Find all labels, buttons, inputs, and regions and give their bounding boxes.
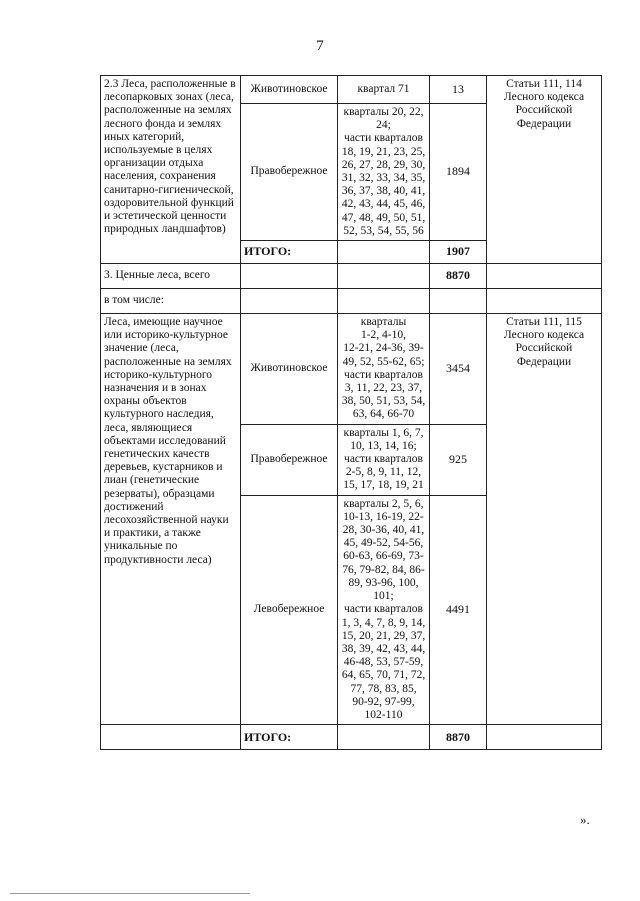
empty-cell bbox=[487, 264, 602, 289]
total-value: 8870 bbox=[430, 725, 487, 750]
page-number: 7 bbox=[316, 38, 324, 54]
empty-cell bbox=[338, 289, 430, 314]
quarters-line: 18, 19, 21, 23, 25, bbox=[341, 145, 426, 158]
quarters-line: 52, 53, 54, 55, 56 bbox=[343, 224, 424, 237]
quarters-line: 89, 93-96, 100, bbox=[348, 576, 419, 589]
closing-quote-mark: ». bbox=[580, 812, 590, 827]
empty-cell bbox=[487, 289, 602, 314]
quarters-line: 46-48, 53, 57-59, bbox=[343, 656, 424, 669]
district-cell: Правобережное bbox=[241, 424, 338, 495]
quarters-line: части кварталов bbox=[344, 603, 423, 616]
quarters-line: 47, 48, 49, 50, 51, bbox=[341, 211, 426, 224]
quarters-cell bbox=[338, 104, 430, 241]
area-cell: 13 bbox=[430, 76, 487, 104]
quarters-line: 28, 30-36, 40, 41, bbox=[342, 524, 425, 537]
table-row bbox=[101, 725, 602, 750]
including-label: в том числе: bbox=[101, 289, 241, 314]
empty-cell bbox=[487, 725, 602, 750]
section-3-label: 3. Ценные леса, всего bbox=[101, 264, 241, 289]
table-row bbox=[101, 314, 602, 425]
quarters-line: 38, 39, 42, 43, 44, bbox=[341, 642, 426, 655]
quarters-line: 26, 27, 28, 29, 30, bbox=[341, 158, 426, 171]
quarters-line: 77, 78, 83, 85, bbox=[350, 682, 417, 695]
table-row bbox=[101, 264, 602, 289]
quarters-line: 15, 20, 21, 29, 37, bbox=[341, 629, 426, 642]
empty-cell bbox=[430, 289, 487, 314]
quarters-line: 90-92, 97-99, bbox=[352, 695, 415, 708]
quarters-line: 10-13, 16-19, 22- bbox=[343, 510, 424, 523]
quarters-line: 2-5, 8, 9, 11, 12, bbox=[345, 466, 422, 479]
quarters-line: 63, 64, 66-70 bbox=[352, 408, 415, 421]
quarters-line: кварталы bbox=[360, 316, 407, 329]
quarters-line: кварталы 2, 5, 6, bbox=[343, 497, 424, 510]
quarters-line: 31, 32, 33, 34, 35, bbox=[341, 172, 426, 185]
quarters-line: 1-2, 4-10, bbox=[360, 329, 407, 342]
quarters-line: 42, 43, 44, 45, 46, bbox=[341, 198, 426, 211]
quarters-line: кварталы 1, 6, 7, bbox=[343, 426, 424, 439]
quarters-line: квартал 71 bbox=[357, 82, 410, 95]
area-cell: 1894 bbox=[430, 104, 487, 241]
quarters-line: 49, 52, 55-62, 65; bbox=[342, 355, 425, 368]
quarters-line: 64, 65, 70, 71, 72, bbox=[341, 669, 426, 682]
footer-divider bbox=[10, 893, 250, 894]
quarters-line: 60-63, 66-69, 73- bbox=[343, 550, 424, 563]
quarters-line: 38, 50, 51, 53, 54, bbox=[341, 395, 426, 408]
district-cell: Правобережное bbox=[241, 104, 338, 241]
quarters-line: части кварталов bbox=[344, 453, 423, 466]
quarters-cell bbox=[338, 424, 430, 495]
quarters-cell bbox=[338, 495, 430, 724]
total-label: ИТОГО: bbox=[241, 725, 338, 750]
quarters-line: 101; bbox=[373, 590, 394, 603]
quarters-cell bbox=[338, 76, 430, 104]
forest-category-table bbox=[100, 75, 602, 750]
empty-cell bbox=[101, 725, 241, 750]
area-cell: 4491 bbox=[430, 495, 487, 724]
quarters-line: 102-110 bbox=[364, 708, 403, 721]
quarters-line: 1, 3, 4, 7, 8, 9, 14, bbox=[341, 616, 426, 629]
law-reference-cell: Статьи 111, 114 Лесного кодекса Российской Федерации bbox=[487, 76, 602, 264]
empty-cell bbox=[241, 264, 338, 289]
law-reference-cell: Статьи 111, 115 Лесного кодекса Российской Федерации bbox=[487, 314, 602, 725]
quarters-line: 15, 17, 18, 19, 21 bbox=[343, 479, 424, 492]
district-cell: Животиновское bbox=[241, 76, 338, 104]
category-cell-scientific: Леса, имеющие научное или историко-культурное значение (леса, расположенные на землях историко-культурного назначения и в зонах охраны объектов культурного наследия, леса, являющиеся объектами исследований генетических качеств деревьев, кустарников и лиан (генетические резерваты), образцами достижений лесохозяйственной науки и практики, а также уникальные по продуктивности леса) bbox=[101, 314, 241, 725]
category-cell-2-3: 2.3 Леса, расположенные в лесопарковых зонах (леса, расположенные на землях лесного фонда и землях иных категорий, используемые в целях организации отдыха населения, сохранения санитарно-гигиенической, оздоровительной функций и эстетической ценности природных ландшафтов) bbox=[101, 76, 241, 264]
section-3-total: 8870 bbox=[430, 264, 487, 289]
table-row bbox=[101, 289, 602, 314]
quarters-cell bbox=[338, 314, 430, 425]
area-cell: 3454 bbox=[430, 314, 487, 425]
quarters-line: 10, 13, 14, 16; bbox=[350, 439, 417, 452]
total-label: ИТОГО: bbox=[241, 241, 338, 264]
empty-cell bbox=[338, 264, 430, 289]
quarters-line: 24; bbox=[376, 119, 391, 132]
area-cell: 925 bbox=[430, 424, 487, 495]
quarters-line: части кварталов bbox=[344, 132, 423, 145]
table-row bbox=[101, 76, 602, 104]
empty-cell bbox=[241, 289, 338, 314]
quarters-line: 76, 79-82, 84, 86- bbox=[342, 563, 425, 576]
quarters-line: кварталы 20, 22, bbox=[343, 106, 424, 118]
total-value: 1907 bbox=[430, 241, 487, 264]
district-cell: Животиновское bbox=[241, 314, 338, 425]
quarters-line: 3, 11, 22, 23, 37, bbox=[344, 382, 423, 395]
quarters-line: 45, 49-52, 54-56, bbox=[343, 537, 424, 550]
empty-cell bbox=[338, 241, 430, 264]
quarters-line: 12-21, 24-36, 39- bbox=[343, 342, 424, 355]
quarters-line: части кварталов bbox=[344, 368, 423, 381]
district-cell: Левобережное bbox=[241, 495, 338, 724]
empty-cell bbox=[338, 725, 430, 750]
quarters-line: 36, 37, 38, 40, 41, bbox=[341, 185, 426, 198]
